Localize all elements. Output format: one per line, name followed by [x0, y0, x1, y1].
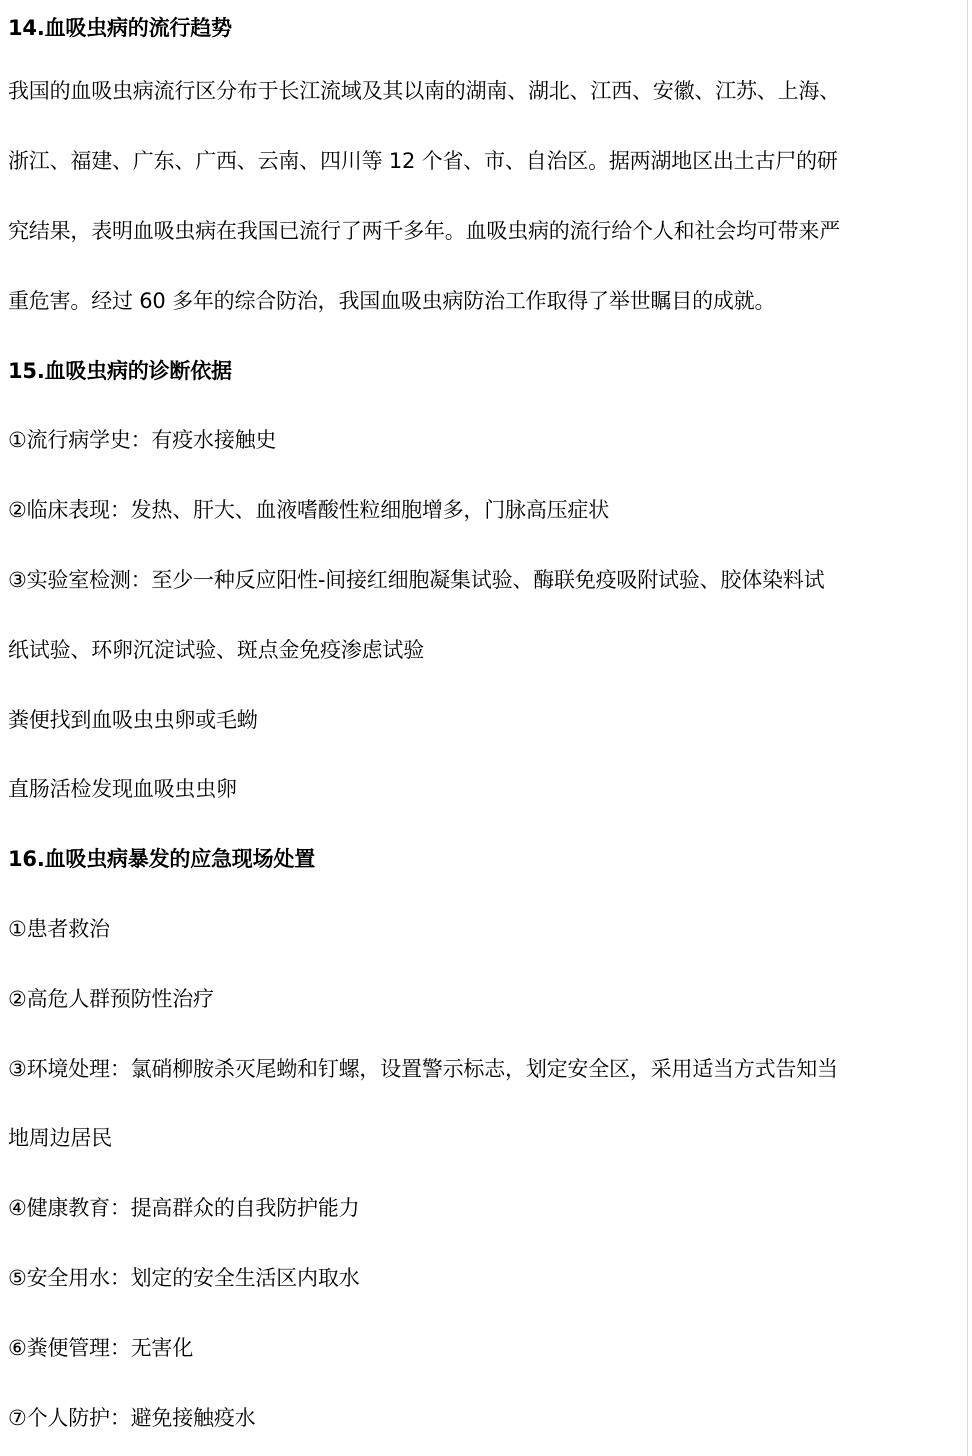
section-16-line-4: 地周边居民 [8, 1126, 112, 1151]
section-14-paragraph-line-1: 我国的血吸虫病流行区分布于长江流域及其以南的湖南、湖北、江西、安徽、江苏、上海、 [8, 79, 840, 104]
section-16-line-6: ⑤安全用水：划定的安全生活区内取水 [8, 1265, 360, 1290]
section-16-line-5: ④健康教育：提高群众的自我防护能力 [8, 1196, 360, 1221]
section-14-heading: 14.血吸虫病的流行趋势 [8, 16, 232, 40]
section-16-line-7: ⑥粪便管理：无害化 [8, 1335, 194, 1360]
section-15-line-6: 直肠活检发现血吸虫虫卵 [8, 777, 237, 802]
section-15-line-5: 粪便找到血吸虫虫卵或毛蚴 [8, 707, 258, 732]
section-16-line-8: ⑦个人防护：避免接触疫水 [8, 1405, 256, 1430]
section-14-paragraph-line-2: 浙江、福建、广东、广西、云南、四川等 12 个省、市、自治区。据两湖地区出土古尸的研 [8, 149, 838, 174]
section-15-line-3: ③实验室检测：至少一种反应阳性-间接红细胞凝集试验、酶联免疫吸附试验、胶体染料试 [8, 567, 825, 592]
section-14-paragraph-line-3: 究结果，表明血吸虫病在我国已流行了两千多年。血吸虫病的流行给个人和社会均可带来严 [8, 218, 840, 243]
section-15-line-1: ①流行病学史：有疫水接触史 [8, 428, 277, 453]
section-16-heading: 16.血吸虫病暴发的应急现场处置 [8, 847, 316, 872]
section-15-line-2: ②临床表现：发热、肝大、血液嗜酸性粒细胞增多，门脉高压症状 [8, 498, 610, 523]
section-15-heading: 15.血吸虫病的诊断依据 [8, 358, 232, 383]
section-16-line-1: ①患者救治 [8, 916, 110, 941]
section-15-line-4: 纸试验、环卵沉淀试验、斑点金免疫渗虑试验 [8, 637, 424, 662]
right-edge-divider [967, 0, 968, 1456]
section-14-paragraph-line-4: 重危害。经过 60 多年的综合防治，我国血吸虫病防治工作取得了举世瞩目的成就。 [8, 288, 776, 313]
section-16-line-3: ③环境处理：氯硝柳胺杀灭尾蚴和钉螺，设置警示标志，划定安全区，采用适当方式告知当 [8, 1056, 838, 1081]
section-16-line-2: ②高危人群预防性治疗 [8, 986, 214, 1011]
